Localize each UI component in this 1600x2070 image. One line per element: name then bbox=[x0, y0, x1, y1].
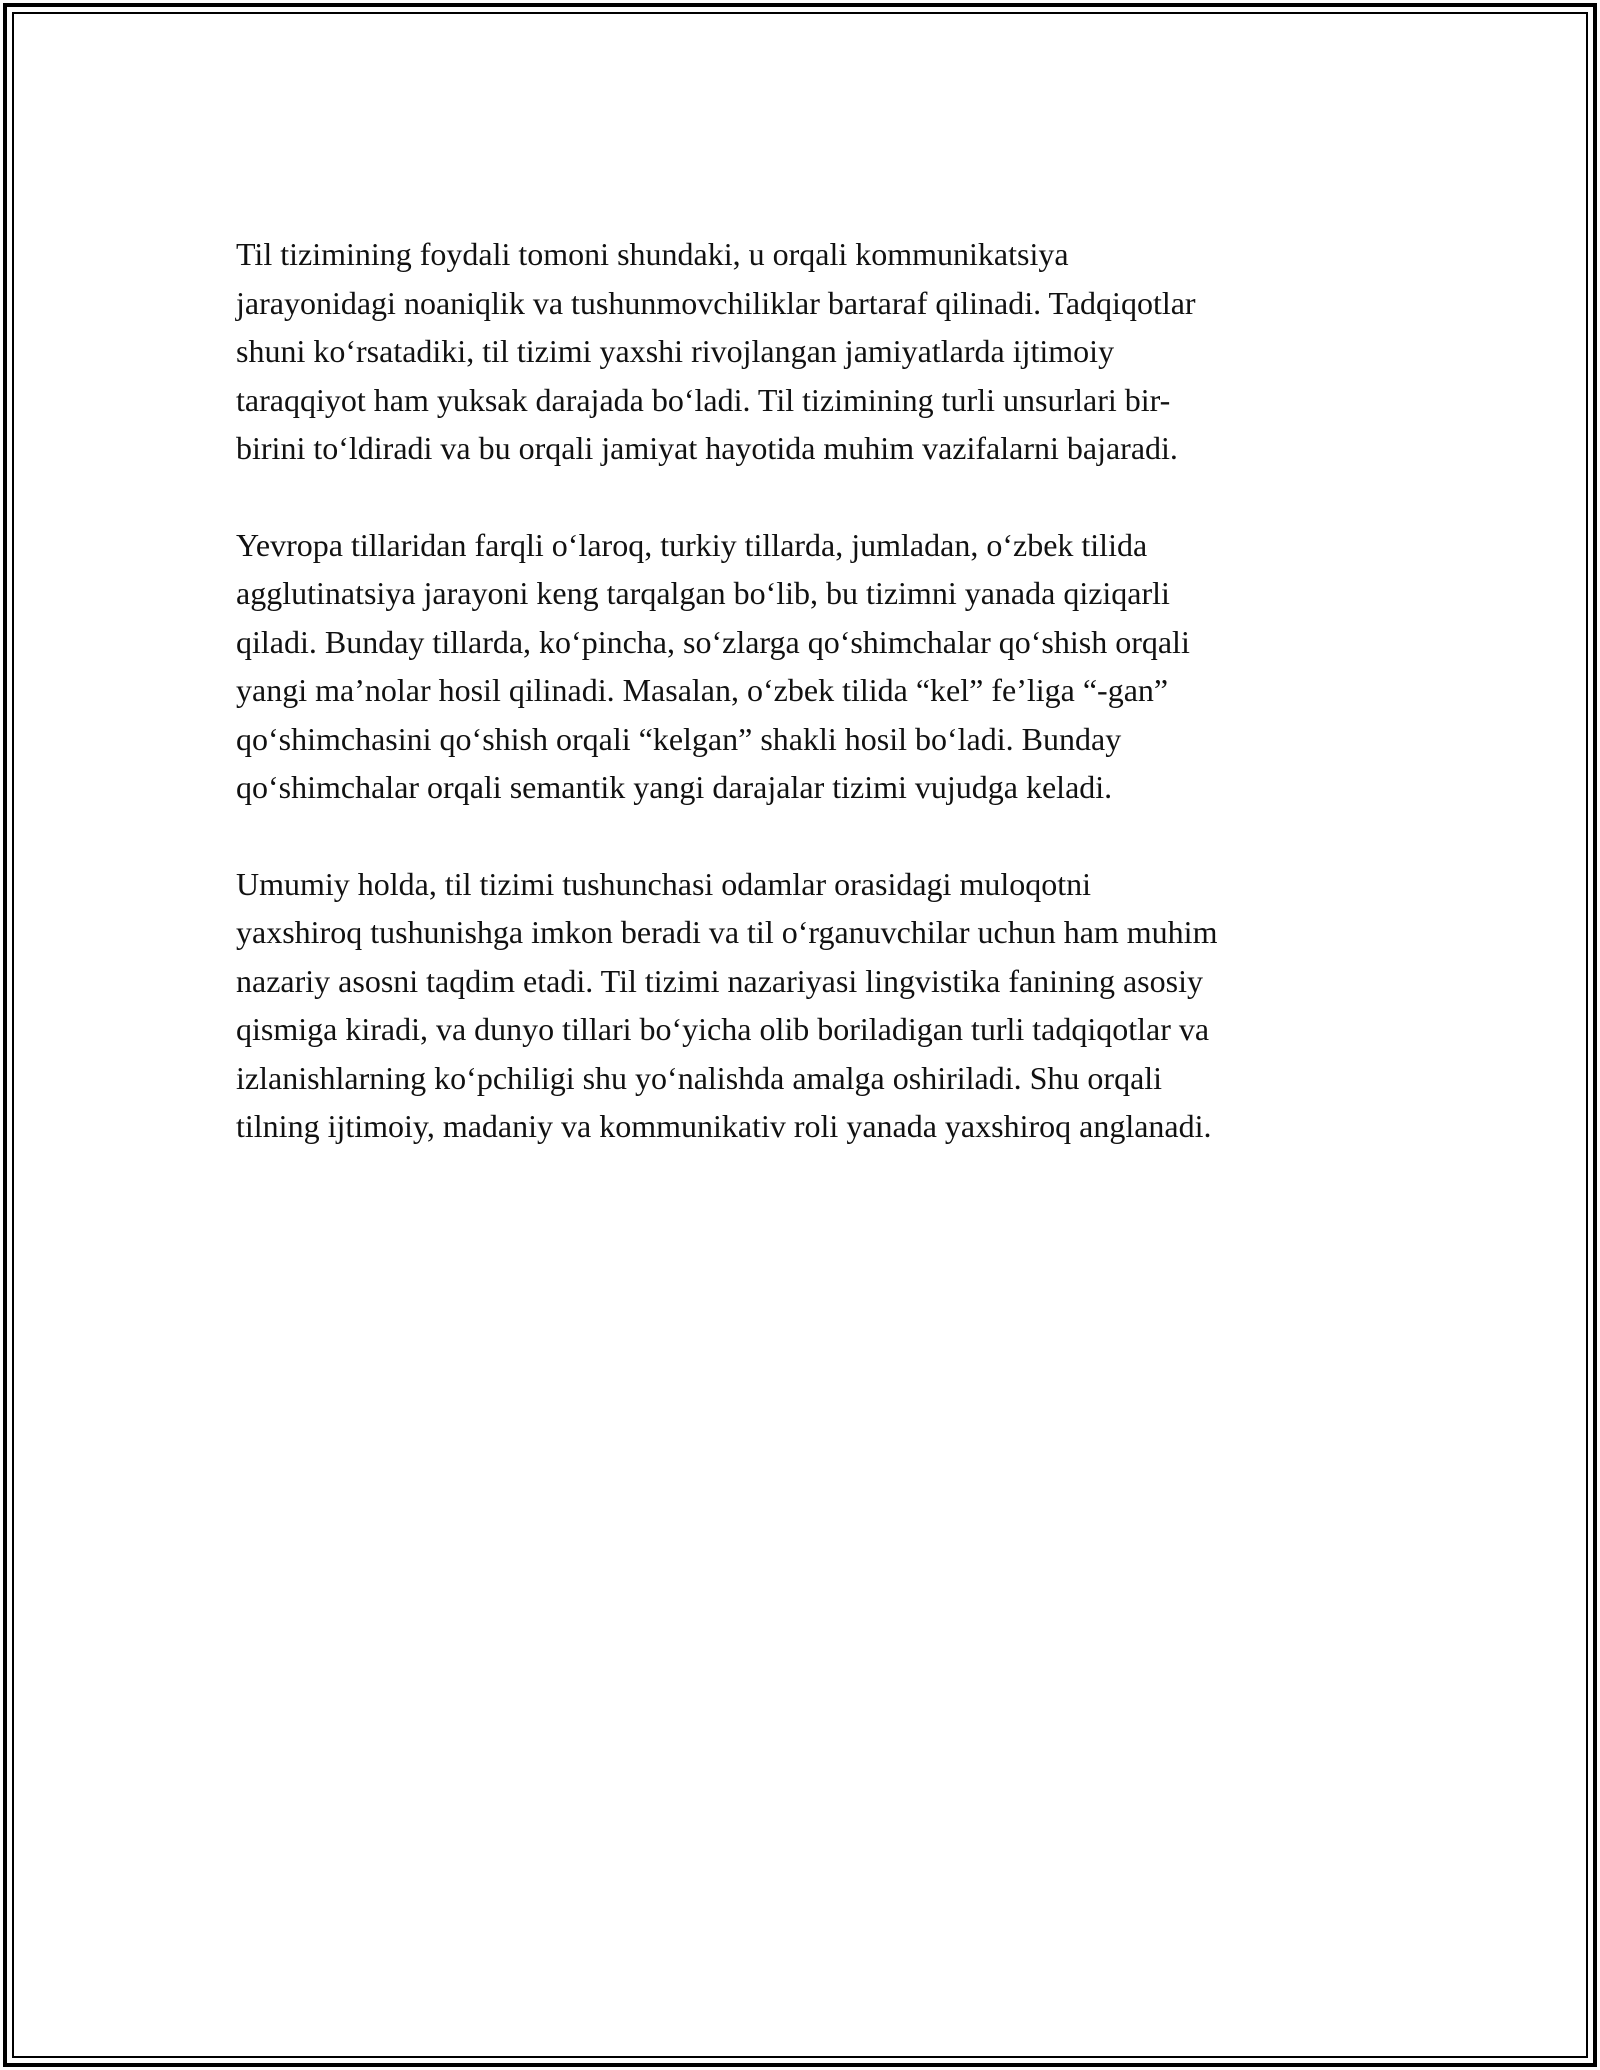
text-line: jarayonidagi noaniqlik va tushunmovchiliklar bartaraf qilinadi. Tadqiqotlar bbox=[236, 284, 1196, 321]
text-line: izlanishlarning ko‘pchiligi shu yo‘nalishda amalga oshiriladi. Shu orqali bbox=[236, 1059, 1163, 1096]
paragraph-1 bbox=[236, 230, 1366, 473]
text-line: agglutinatsiya jarayoni keng tarqalgan bo‘lib, bu tizimni yanada qiziqarli bbox=[236, 575, 1170, 611]
text-line: shuni ko‘rsatadiki, til tizimi yaxshi rivojlangan jamiyatlarda ijtimoiy bbox=[236, 333, 1115, 369]
text-line: yangi ma’nolar hosil qilinadi. Masalan, o‘zbek tilida “kel” fe’liga “-gan” bbox=[236, 672, 1169, 708]
text-line: nazariy asosni taqdim etadi. Til tizimi nazariyasi lingvistika fanining asosiy bbox=[236, 962, 1203, 999]
paragraph-2 bbox=[236, 521, 1366, 812]
text-line: Til tizimining foydali tomoni shundaki, u orqali kommunikatsiya bbox=[236, 236, 1069, 272]
text-line: birini to‘ldiradi va bu orqali jamiyat hayotida muhim vazifalarni bajaradi. bbox=[236, 430, 1178, 466]
text-line: qo‘shimchalar orqali semantik yangi darajalar tizimi vujudga keladi. bbox=[236, 769, 1113, 805]
text-line: Umumiy holda, til tizimi tushunchasi odamlar orasidagi muloqotni bbox=[236, 865, 1091, 902]
text-line: yaxshiroq tushunishga imkon beradi va til o‘rganuvchilar uchun ham muhim bbox=[236, 914, 1218, 950]
text-line: qo‘shimchasini qo‘shish orqali “kelgan” shakli hosil bo‘ladi. Bunday bbox=[236, 720, 1122, 757]
text-line: qismiga kiradi, va dunyo tillari bo‘yicha olib boriladigan turli tadqiqotlar va bbox=[236, 1011, 1210, 1047]
text-line: Yevropa tillaridan farqli o‘laroq, turkiy tillarda, jumladan, o‘zbek tilida bbox=[236, 526, 1148, 563]
text-line: tilning ijtimoiy, madaniy va kommunikativ roli yanada yaxshiroq anglanadi. bbox=[236, 1108, 1212, 1144]
text-line: qiladi. Bunday tillarda, ko‘pincha, so‘zlarga qo‘shimchalar qo‘shish orqali bbox=[236, 623, 1190, 660]
text-line: taraqqiyot ham yuksak darajada bo‘ladi. Til tizimining turli unsurlari bir- bbox=[236, 381, 1171, 418]
document-body bbox=[236, 230, 1366, 1199]
paragraph-3 bbox=[236, 860, 1366, 1151]
